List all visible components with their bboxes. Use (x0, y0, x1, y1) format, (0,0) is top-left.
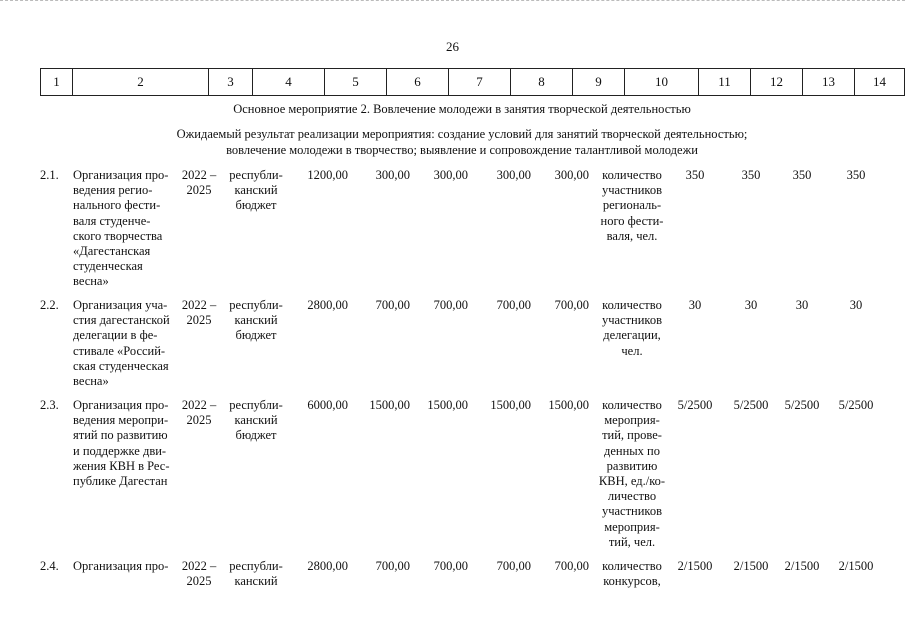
page-top-edge (0, 0, 905, 3)
implementation-years: 2022 – 2025 (181, 298, 217, 328)
main-activity-heading: Основное мероприятие 2. Вовлечение молодежи в занятия творческой деятельностью (233, 102, 691, 116)
implementation-years: 2022 – 2025 (181, 168, 217, 198)
column-number: 10 (625, 69, 699, 96)
target-2023: 5/2500 (733, 398, 769, 412)
column-number: 12 (751, 69, 803, 96)
column-number: 1 (41, 69, 73, 96)
funding-total: 2800,00 (307, 298, 348, 312)
activity-name: Организация про- (73, 559, 169, 573)
funding-total: 2800,00 (307, 559, 348, 573)
indicator-name: количество конкурсов, (602, 559, 662, 589)
column-number-row (41, 69, 905, 96)
target-2024: 2/1500 (784, 559, 820, 573)
target-2025: 30 (849, 298, 863, 312)
target-2023: 350 (741, 168, 761, 182)
indicator-name: количество мероприя- тий, прове- денных по развитию КВН, ед./ко- личество участников мероприя- тий, чел. (598, 398, 666, 549)
funding-2025: 300,00 (554, 168, 589, 182)
table-row (40, 398, 884, 550)
table-row (40, 168, 884, 289)
column-number: 9 (573, 69, 625, 96)
target-2022: 350 (685, 168, 705, 182)
funding-2022: 700,00 (375, 559, 410, 573)
target-2024: 5/2500 (784, 398, 820, 412)
target-2022: 2/1500 (677, 559, 713, 573)
funding-2023: 1500,00 (427, 398, 468, 412)
row-number: 2.4. (40, 559, 59, 573)
column-number: 13 (803, 69, 855, 96)
indicator-name: количество участников делегации, чел. (601, 298, 663, 358)
funding-source: республи- канский бюджет (229, 398, 283, 443)
row-number: 2.3. (40, 398, 59, 412)
row-number: 2.2. (40, 298, 59, 312)
funding-2023: 700,00 (433, 559, 468, 573)
implementation-years: 2022 – 2025 (181, 559, 217, 589)
implementation-years: 2022 – 2025 (181, 398, 217, 428)
target-2022: 30 (688, 298, 702, 312)
target-2025: 2/1500 (838, 559, 874, 573)
target-2024: 30 (795, 298, 809, 312)
column-number: 11 (699, 69, 751, 96)
funding-source: республи- канский (229, 559, 283, 589)
page-number: 26 (446, 39, 459, 54)
funding-source: республи- канский бюджет (229, 298, 283, 343)
funding-2025: 1500,00 (548, 398, 589, 412)
funding-2024: 1500,00 (490, 398, 531, 412)
column-number: 3 (209, 69, 253, 96)
funding-total: 6000,00 (307, 398, 348, 412)
expected-result-line-1: Ожидаемый результат реализации мероприятия: создание условий для занятий творческой деятельностью; (176, 127, 748, 141)
funding-2022: 700,00 (375, 298, 410, 312)
funding-2024: 700,00 (496, 559, 531, 573)
target-2023: 30 (744, 298, 758, 312)
column-number: 5 (325, 69, 387, 96)
column-number: 14 (855, 69, 905, 96)
target-2025: 350 (846, 168, 866, 182)
funding-2024: 300,00 (496, 168, 531, 182)
expected-result-line-2: вовлечение молодежи в творчество; выявление и сопровождение талантливой молодежи (226, 143, 698, 157)
column-number: 7 (449, 69, 511, 96)
funding-2025: 700,00 (554, 559, 589, 573)
activity-name: Организация уча- стия дагестанской делегации в фе- стивале «Россий- ская студенческая весна» (73, 298, 170, 389)
activity-name: Организация про- ведения меропри- ятий по развитию и поддержке дви- жения КВН в Рес- публике Дагестан (73, 398, 170, 489)
funding-2024: 700,00 (496, 298, 531, 312)
indicator-name: количество участников региональ- ного фести- валя, чел. (600, 168, 664, 243)
funding-2022: 1500,00 (369, 398, 410, 412)
target-2023: 2/1500 (733, 559, 769, 573)
table-row (40, 559, 884, 599)
activity-name: Организация про- ведения регио- нального фести- валя студенче- ского творчества «Дагестанская студенческая весна» (73, 168, 169, 289)
table-row (40, 298, 884, 388)
funding-2025: 700,00 (554, 298, 589, 312)
target-2024: 350 (792, 168, 812, 182)
row-number: 2.1. (40, 168, 59, 182)
column-number: 6 (387, 69, 449, 96)
target-2025: 5/2500 (838, 398, 874, 412)
column-number: 4 (253, 69, 325, 96)
column-number: 8 (511, 69, 573, 96)
funding-2022: 300,00 (375, 168, 410, 182)
funding-2023: 700,00 (433, 298, 468, 312)
funding-source: республи- канский бюджет (229, 168, 283, 213)
funding-total: 1200,00 (307, 168, 348, 182)
column-number-header (40, 68, 905, 96)
target-2022: 5/2500 (677, 398, 713, 412)
funding-2023: 300,00 (433, 168, 468, 182)
column-number: 2 (73, 69, 209, 96)
